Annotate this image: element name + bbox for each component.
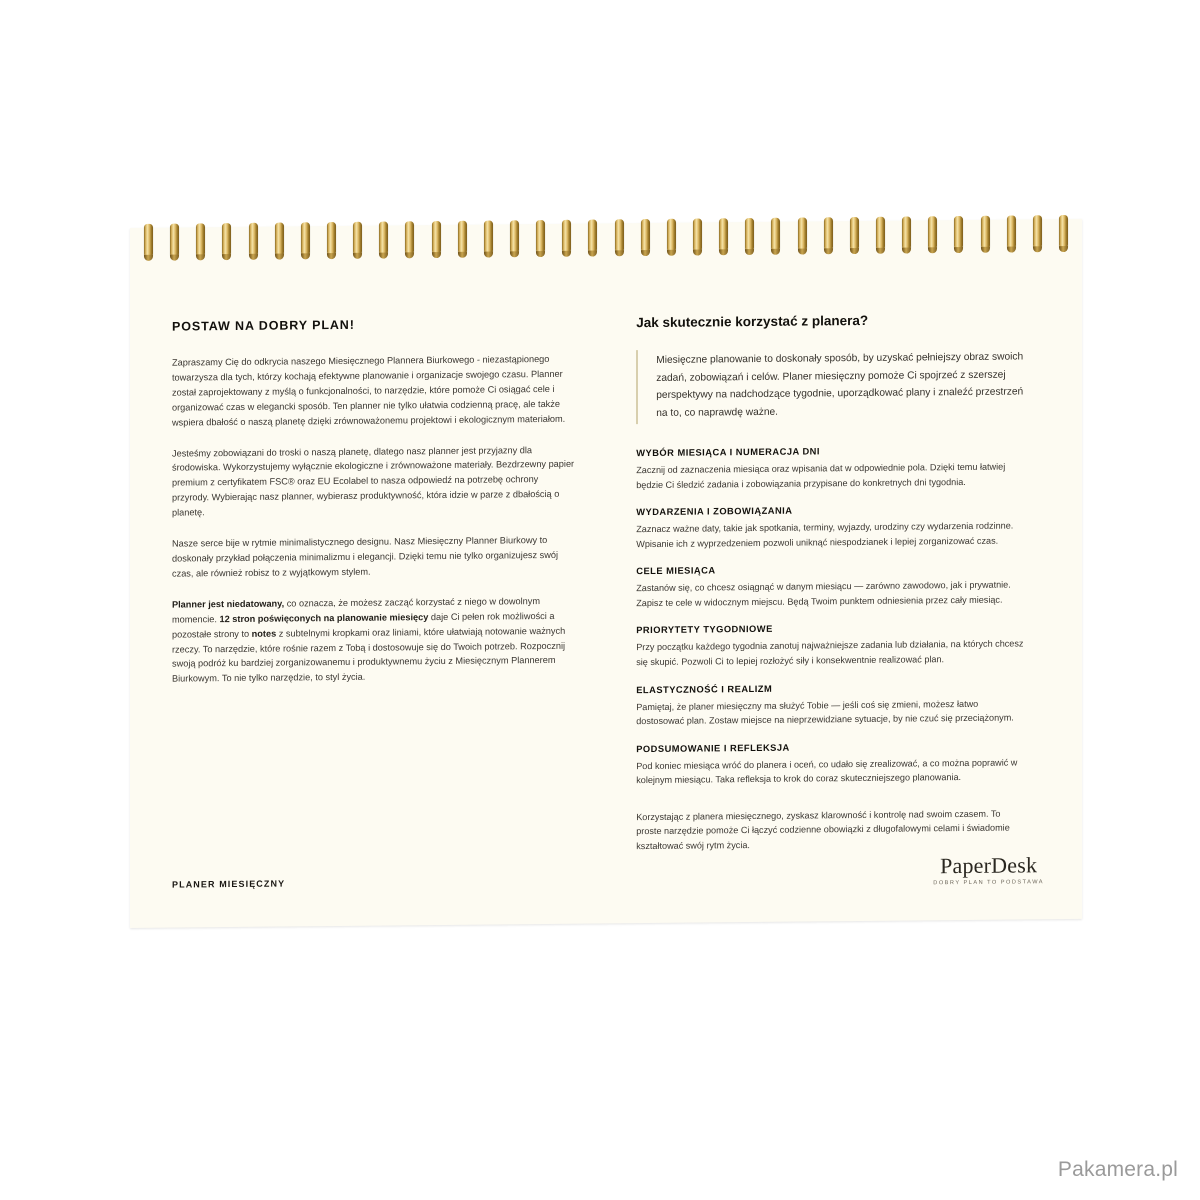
intro-paragraph-3: Nasze serce bije w rytmie minimalistycznego designu. Nasz Miesięczny Planner Biurkowy to doskonały przykład połączenia minimalizmu i elegancji. Dzięki temu nie tylko organizujesz swój czas, ale również robisz to z wyjątkowym stylem.	[172, 535, 559, 579]
spiral-coil	[222, 223, 231, 257]
section-priorities	[636, 622, 1026, 670]
section-summary	[636, 740, 1026, 788]
spiral-coil	[353, 222, 362, 256]
planner-page	[130, 219, 1082, 928]
spiral-coil	[693, 219, 702, 253]
spiral-coil	[850, 217, 859, 251]
watermark: Pakamera.pl	[1057, 1158, 1178, 1181]
intro-paragraph-4	[172, 593, 576, 686]
page-title-right: Jak skutecznie korzystać z planera?	[636, 312, 869, 331]
spiral-coil	[667, 219, 676, 253]
spiral-coil	[719, 218, 728, 252]
intro-paragraph-1: Zapraszamy Cię do odkrycia naszego Miesięcznego Plannera Biurkowego - niezastąpionego towarzysza dla tych, którzy kochają efektywne planowanie i organizacje swojego czasu. Planner został zaprojektowany z myślą o funkcjonalności, to narzędzie, które pomoże Ci osiągać cele i organizować czas w elegancki sposób. Ten planner nie tylko ułatwia codzienną pracę, ale także wspiera dbałość o naszą planetę dzięki zrównoważonemu projektowi i ekologicznym materiałom.	[172, 353, 566, 428]
undated-text-2: daje Ci pełen rok możliwości a pozostałe strony to	[172, 610, 555, 640]
spiral-coil	[249, 223, 258, 257]
spiral-coil	[301, 222, 310, 256]
intro-paragraph-2: Jesteśmy zobowiązani do troski o naszą planetę, dlatego nasz planner jest przyjazny dla środowiska. Wykorzystujemy wyłącznie ekologiczne i zrównoważone materiały. Bezdrzewny papier premium z certyfikatem FSC® oraz EU Ecolabel to nasza odpowiedź na potrzebę ochrony przyrody. Wybierając nasz planner, wybierasz produktywność, która idzie w parze z dbałością o planetę.	[172, 444, 575, 518]
page-title-left: POSTAW NA DOBRY PLAN!	[172, 317, 355, 334]
section-title: PRIORYTETY TYGODNIOWE	[636, 624, 773, 636]
brand-name: PaperDesk	[940, 852, 1038, 879]
spiral-coil	[170, 224, 179, 258]
spiral-coil	[510, 220, 519, 254]
spiral-coil	[902, 217, 911, 251]
spiral-coil	[615, 219, 624, 253]
spiral-coil	[458, 221, 467, 255]
spiral-binding	[130, 219, 1082, 272]
pages-bold: 12 stron poświęconych na planowanie miesięcy	[219, 611, 429, 624]
spiral-coil	[745, 218, 754, 252]
spiral-coil	[484, 221, 493, 255]
spiral-coil	[379, 222, 388, 256]
spiral-coil	[1059, 215, 1068, 249]
right-column	[616, 311, 1054, 854]
spiral-coil	[876, 217, 885, 251]
spiral-coil	[1033, 215, 1042, 249]
section-flexibility	[636, 681, 1026, 729]
section-title: CELE MIESIĄCA	[636, 565, 716, 577]
spiral-coil	[1007, 215, 1016, 249]
spiral-coil	[327, 222, 336, 256]
notes-bold: notes	[251, 628, 277, 639]
spiral-coil	[798, 218, 807, 252]
spiral-coil	[928, 216, 937, 250]
undated-text-1: co oznacza, że możesz zacząć korzystać z niego w dowolnym momencie.	[172, 595, 540, 625]
spiral-coil	[771, 218, 780, 252]
section-text: Pamiętaj, że planer miesięczny ma służyć Tobie — jeśli coś się zmieni, możesz łatwo dostosować plan. Zostaw miejsce na nieprzewidziane sytuacje, by nie czuć się przeciążonym.	[636, 698, 1014, 727]
section-text: Zastanów się, co chcesz osiągnąć w danym miesiącu — zarówno zawodowo, jak i prywatnie. Zapisz te cele w widocznym miejscu. Będą Twoim punktem odniesienia przez cały miesiąc.	[636, 579, 1011, 609]
intro-callout	[636, 346, 1026, 424]
spiral-coil	[405, 221, 414, 255]
spiral-coil	[275, 223, 284, 257]
spiral-coil	[641, 219, 650, 253]
spiral-coil	[562, 220, 571, 254]
spiral-coil	[432, 221, 441, 255]
section-goals	[636, 563, 1026, 611]
spiral-coil	[824, 217, 833, 251]
section-text: Pod koniec miesiąca wróć do planera i oceń, co udało się zrealizować, a co można poprawić w kolejnym miesiącu. Taka refleksja to krok do coraz skuteczniejszego planowania.	[636, 757, 1018, 786]
left-column	[142, 315, 616, 858]
spiral-coil	[588, 220, 597, 254]
spiral-coil	[981, 216, 990, 250]
section-title: ELASTYCZNOŚĆ I REALIZM	[636, 683, 773, 695]
page-columns	[130, 311, 1082, 859]
section-title: PODSUMOWANIE I REFLEKSJA	[636, 742, 790, 754]
intro-callout-text: Miesięczne planowanie to doskonały sposób, by uzyskać pełniejszy obraz swoich zadań, zobowiązań i celów. Planer miesięczny pomoże Ci spojrzeć z szerszej perspektywy na nadchodzące tygodnie, uporządkować plany i znaleźć przestrzeń na to, co naprawdę ważne.	[656, 351, 1024, 419]
brand-logo	[933, 854, 1044, 886]
section-title: WYBÓR MIESIĄCA I NUMERACJA DNI	[636, 446, 820, 459]
undated-bold: Planner jest niedatowany,	[172, 598, 285, 610]
spiral-coil	[196, 223, 205, 257]
spiral-coil	[954, 216, 963, 250]
section-text: Zaznacz ważne daty, takie jak spotkania, terminy, wyjazdy, urodziny czy wydarzenia rodzinne. Wpisanie ich z wyprzedzeniem pozwoli uniknąć niespodzianek i lepiej zorganizować czas.	[636, 520, 1014, 549]
undated-text-3: z subtelnymi kropkami oraz liniami, które ułatwiają notowanie ważnych rzeczy. To narzędzie, które rośnie razem z Tobą i dostosowuje się do Twoich potrzeb. Rozpocznij swoją podróż ku bardziej zorganizowanemu i produktywnemu życiu z Miesięcznym Plannerem Biurkowym. To nie tylko narzędzie, to styl życia.	[172, 625, 566, 684]
section-month-selection	[636, 445, 1026, 493]
section-events	[636, 504, 1026, 552]
section-text: Zacznij od zaznaczenia miesiąca oraz wpisania dat w odpowiednie pola. Dzięki temu łatwiej będzie Ci śledzić zadania i zobowiązania przypisane do konkretnych dni tygodnia.	[636, 461, 1006, 490]
footer-label: PLANER MIESIĘCZNY	[172, 878, 286, 890]
section-text: Przy początku każdego tygodnia zanotuj najważniejsze zadania lub działania, na których chcesz się skupić. Pozwoli Ci to lepiej rozłożyć siły i konsekwentnie realizować plan.	[636, 638, 1024, 668]
spiral-coil	[536, 220, 545, 254]
section-title: WYDARZENIA I ZOBOWIĄZANIA	[636, 505, 793, 518]
closing-paragraph: Korzystając z planera miesięcznego, zyskasz klarowność i kontrolę nad swoim czasem. To proste narzędzie pomoże Ci łączyć codzienne obowiązki z długofalowymi celami i świadomie kształtować swój rytm życia.	[636, 808, 1010, 851]
brand-tagline: DOBRY PLAN TO PODSTAWA	[933, 879, 1044, 887]
spiral-coil	[144, 224, 153, 258]
